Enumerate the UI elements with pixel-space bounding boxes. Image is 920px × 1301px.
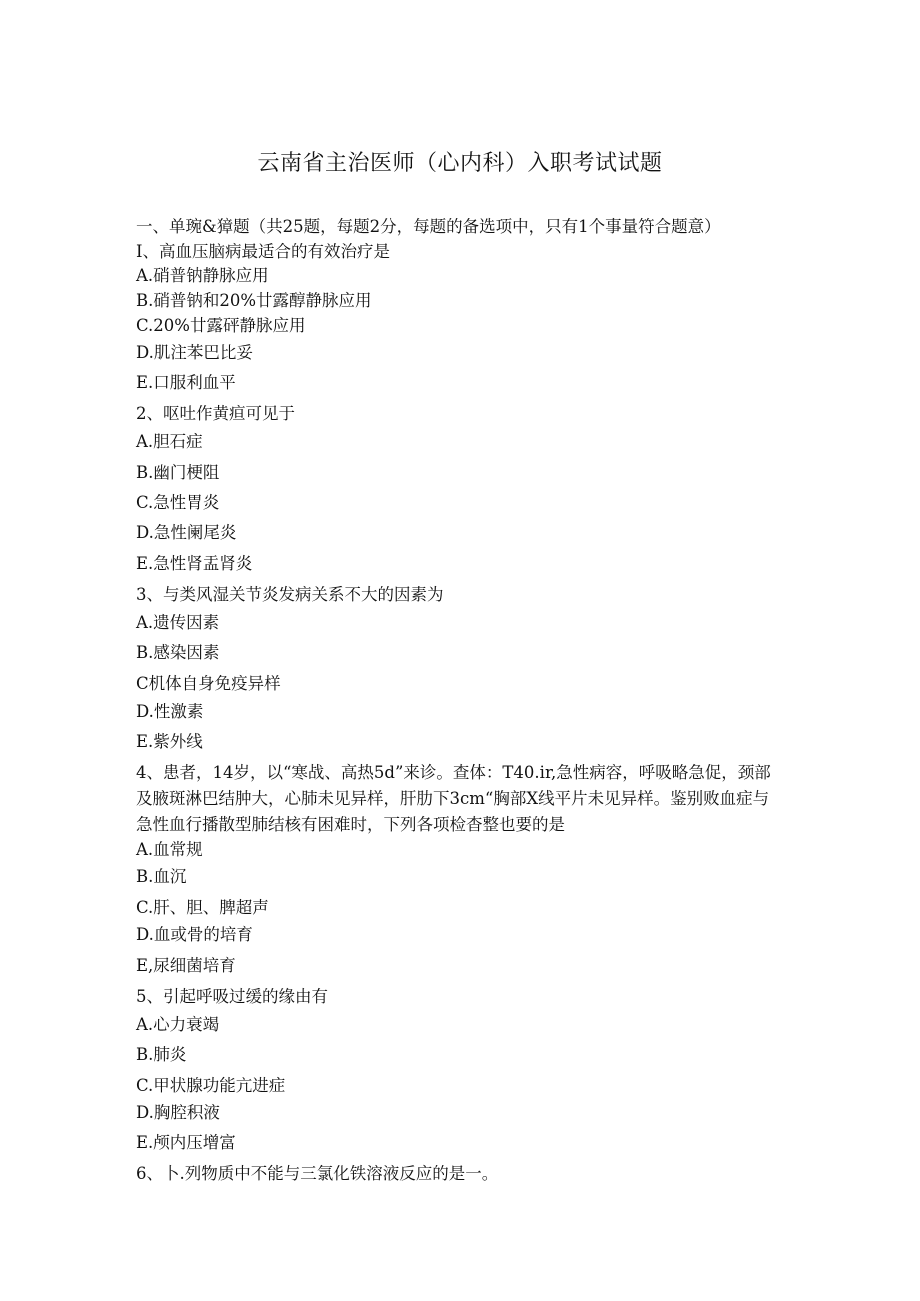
question-3-option-b: B.感染因素 <box>136 643 220 662</box>
question-1-option-e: E.口服利血平 <box>136 373 236 392</box>
question-4-option-d: D.血或骨的培育 <box>136 925 253 944</box>
question-4-stem: 4、患者，14岁，以“寒战、高热5d”来诊。查体：T40.ir,急性病容，呼吸略急促，颈部及腋斑淋巴结肿大，心肺未见异样，肝肋下3cm“胸部X线平片未见异样。鉴别败血症与急性血行播散型肺结核有困难时，下列各项检杳整也要的是 <box>136 763 771 834</box>
question-3-option-a: A.遗传因素 <box>136 613 220 632</box>
question-1-option-b: B.硝普钠和20%廿露醇静脉应用 <box>136 291 372 310</box>
question-5-option-a: A.心力衰竭 <box>136 1015 220 1034</box>
question-4-option-e: E,尿细菌培育 <box>136 956 236 975</box>
page-title: 云南省主治医师（心内科）入职考试试题 <box>257 151 663 176</box>
question-4-option-a: A.血常规 <box>136 840 203 859</box>
question-5-option-d: D.胸腔积液 <box>136 1103 220 1122</box>
question-1-option-c: C.20%廿露砰静脉应用 <box>136 316 306 335</box>
question-5-option-c: C.甲状腺功能亢进症 <box>136 1076 286 1095</box>
question-4-option-b: B.血沉 <box>136 867 187 886</box>
question-5-stem: 5、引起呼吸过缓的缘由有 <box>136 987 328 1006</box>
question-2-option-c: C.急性胃炎 <box>136 493 220 512</box>
question-6-stem: 6、卜.列物质中不能与三氯化铁溶液反应的是一。 <box>136 1164 499 1183</box>
question-2-option-e: E.急性肾盂肾炎 <box>136 554 253 573</box>
question-2-option-a: A.胆石症 <box>136 432 203 451</box>
question-3-stem: 3、与类风湿关节炎发病关系不大的因素为 <box>136 585 444 604</box>
question-5-option-e: E.颅内压增富 <box>136 1133 236 1152</box>
question-5-option-b: B.肺炎 <box>136 1045 187 1064</box>
question-2-option-b: B.幽门梗阻 <box>136 463 220 482</box>
question-2-option-d: D.急性阑尾炎 <box>136 523 237 542</box>
question-3-option-d: D.性激素 <box>136 702 204 721</box>
question-2-stem: 2、呕吐作黄疸可见于 <box>136 404 295 423</box>
question-4-option-c: C.肝、胆、脾超声 <box>136 898 269 917</box>
section-header: 一、单琬&獐题（共25题，每题2分，每题的备选项中，只有1个事量符合题意） <box>136 217 721 236</box>
question-3-option-c: C机体自身免疫异样 <box>136 674 281 693</box>
question-1-stem: I、高血压脑病最适合的有效治疗是 <box>136 242 391 261</box>
question-3-option-e: E.紫外线 <box>136 732 203 751</box>
question-1-option-a: A.硝普钠静脉应用 <box>136 266 269 285</box>
question-1-option-d: D.肌注苯巴比妥 <box>136 343 253 362</box>
